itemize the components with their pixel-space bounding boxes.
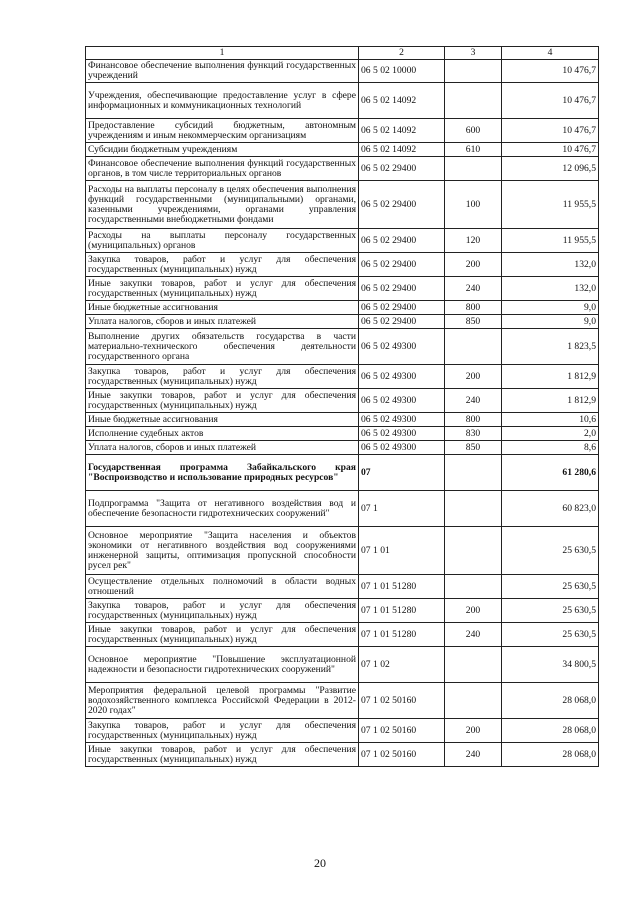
- row-amount: 34 800,5: [502, 647, 599, 683]
- row-code: 07 1: [359, 491, 445, 527]
- row-expense-type: 100: [445, 181, 502, 229]
- row-code: 06 5 02 10000: [359, 60, 445, 83]
- table-row: [86, 157, 599, 181]
- row-expense-type: [445, 491, 502, 527]
- table-row: [86, 83, 599, 119]
- table-row: [86, 647, 599, 683]
- row-name: Иные бюджетные ассигнования: [86, 301, 359, 315]
- row-name: Уплата налогов, сборов и иных платежей: [86, 315, 359, 329]
- table-row: [86, 143, 599, 157]
- table-row: [86, 441, 599, 455]
- table-row: [86, 119, 599, 143]
- table-row: [86, 527, 599, 575]
- table-row: [86, 719, 599, 743]
- row-expense-type: [445, 60, 502, 83]
- row-expense-type: [445, 157, 502, 181]
- row-code: 07: [359, 455, 445, 491]
- row-name: Мероприятия федеральной целевой программы "Развитие водохозяйственного комплекса Российской Федерации в 2012-2020 годах": [86, 683, 359, 719]
- table-row: [86, 413, 599, 427]
- row-amount: 12 096,5: [502, 157, 599, 181]
- row-name: Расходы на выплаты персоналу в целях обеспечения выполнения функций государственными (муниципальными) органами, казенными учреждениями, органами управления государственными внебюджетными фондами: [86, 181, 359, 229]
- row-amount: 1 823,5: [502, 329, 599, 365]
- table-header-row: [86, 47, 599, 60]
- row-amount: 9,0: [502, 301, 599, 315]
- row-expense-type: 240: [445, 623, 502, 647]
- row-expense-type: 200: [445, 719, 502, 743]
- row-expense-type: 200: [445, 599, 502, 623]
- row-amount: 10,6: [502, 413, 599, 427]
- table-row: [86, 329, 599, 365]
- header-col-4: 4: [502, 47, 599, 60]
- row-expense-type: [445, 455, 502, 491]
- row-code: 06 5 02 29400: [359, 157, 445, 181]
- row-name: Закупка товаров, работ и услуг для обеспечения государственных (муниципальных) нужд: [86, 719, 359, 743]
- table-row: [86, 623, 599, 647]
- row-amount: 25 630,5: [502, 575, 599, 599]
- table-row: [86, 575, 599, 599]
- row-name: Закупка товаров, работ и услуг для обеспечения государственных (муниципальных) нужд: [86, 599, 359, 623]
- row-expense-type: [445, 527, 502, 575]
- row-code: 06 5 02 49300: [359, 427, 445, 441]
- row-expense-type: 200: [445, 253, 502, 277]
- row-name: Иные закупки товаров, работ и услуг для обеспечения государственных (муниципальных) нужд: [86, 623, 359, 647]
- row-name: Закупка товаров, работ и услуг для обеспечения государственных (муниципальных) нужд: [86, 253, 359, 277]
- table-row: [86, 743, 599, 767]
- row-amount: 8,6: [502, 441, 599, 455]
- row-code: 07 1 02 50160: [359, 683, 445, 719]
- table-row: [86, 315, 599, 329]
- table-row: [86, 277, 599, 301]
- row-amount: 1 812,9: [502, 365, 599, 389]
- row-amount: 1 812,9: [502, 389, 599, 413]
- row-code: 06 5 02 49300: [359, 413, 445, 427]
- header-col-3: 3: [445, 47, 502, 60]
- row-amount: 10 476,7: [502, 83, 599, 119]
- row-code: 06 5 02 49300: [359, 441, 445, 455]
- table-row: [86, 599, 599, 623]
- row-name: Исполнение судебных актов: [86, 427, 359, 441]
- table-row: [86, 389, 599, 413]
- row-expense-type: 850: [445, 441, 502, 455]
- header-col-1: 1: [86, 47, 359, 60]
- row-amount: 11 955,5: [502, 181, 599, 229]
- row-amount: 25 630,5: [502, 527, 599, 575]
- table-row: [86, 455, 599, 491]
- row-name: Государственная программа Забайкальского края "Воспроизводство и использование природных ресурсов": [86, 455, 359, 491]
- row-expense-type: 240: [445, 277, 502, 301]
- row-expense-type: [445, 83, 502, 119]
- row-name: Подпрограмма "Защита от негативного воздействия вод и обеспечение безопасности гидротехнических сооружений": [86, 491, 359, 527]
- row-name: Финансовое обеспечение выполнения функций государственных учреждений: [86, 60, 359, 83]
- row-name: Основное мероприятие "Защита населения и объектов экономики от негативного воздействия вод сооружениями инженерной защиты, оптимизация пропускной способности русел рек": [86, 527, 359, 575]
- row-expense-type: 600: [445, 119, 502, 143]
- row-expense-type: 850: [445, 315, 502, 329]
- row-expense-type: 240: [445, 743, 502, 767]
- table-row: [86, 683, 599, 719]
- row-amount: 61 280,6: [502, 455, 599, 491]
- row-amount: 25 630,5: [502, 623, 599, 647]
- table-row: [86, 229, 599, 253]
- row-code: 06 5 02 49300: [359, 389, 445, 413]
- row-code: 07 1 01: [359, 527, 445, 575]
- row-name: Иные закупки товаров, работ и услуг для обеспечения государственных (муниципальных) нужд: [86, 277, 359, 301]
- row-amount: 10 476,7: [502, 143, 599, 157]
- row-name: Предоставление субсидий бюджетным, автономным учреждениям и иным некоммерческим организациям: [86, 119, 359, 143]
- row-amount: 28 068,0: [502, 683, 599, 719]
- row-name: Иные бюджетные ассигнования: [86, 413, 359, 427]
- row-code: 06 5 02 14092: [359, 119, 445, 143]
- row-amount: 10 476,7: [502, 60, 599, 83]
- table-row: [86, 427, 599, 441]
- row-code: 06 5 02 49300: [359, 365, 445, 389]
- row-expense-type: [445, 575, 502, 599]
- row-expense-type: 830: [445, 427, 502, 441]
- table-row: [86, 491, 599, 527]
- row-code: 06 5 02 14092: [359, 143, 445, 157]
- row-name: Иные закупки товаров, работ и услуг для обеспечения государственных (муниципальных) нужд: [86, 389, 359, 413]
- row-amount: 132,0: [502, 253, 599, 277]
- row-amount: 2,0: [502, 427, 599, 441]
- row-name: Осуществление отдельных полномочий в области водных отношений: [86, 575, 359, 599]
- table-row: [86, 365, 599, 389]
- table-row: [86, 253, 599, 277]
- row-amount: 10 476,7: [502, 119, 599, 143]
- row-code: 06 5 02 29400: [359, 253, 445, 277]
- row-amount: 60 823,0: [502, 491, 599, 527]
- row-amount: 25 630,5: [502, 599, 599, 623]
- row-expense-type: 800: [445, 413, 502, 427]
- row-code: 06 5 02 14092: [359, 83, 445, 119]
- row-amount: 11 955,5: [502, 229, 599, 253]
- row-code: 07 1 02 50160: [359, 743, 445, 767]
- row-expense-type: 800: [445, 301, 502, 315]
- row-code: 07 1 02: [359, 647, 445, 683]
- row-expense-type: [445, 329, 502, 365]
- row-code: 07 1 01 51280: [359, 575, 445, 599]
- row-name: Учреждения, обеспечивающие предоставление услуг в сфере информационных и коммуникационных технологий: [86, 83, 359, 119]
- row-name: Расходы на выплаты персоналу государственных (муниципальных) органов: [86, 229, 359, 253]
- table-row: [86, 181, 599, 229]
- row-amount: 28 068,0: [502, 719, 599, 743]
- row-amount: 132,0: [502, 277, 599, 301]
- row-code: 06 5 02 29400: [359, 301, 445, 315]
- header-col-2: 2: [359, 47, 445, 60]
- page-number: 20: [314, 856, 326, 870]
- budget-table: [85, 46, 599, 767]
- table-row: [86, 60, 599, 83]
- row-amount: 28 068,0: [502, 743, 599, 767]
- row-name: Субсидии бюджетным учреждениям: [86, 143, 359, 157]
- row-name: Закупка товаров, работ и услуг для обеспечения государственных (муниципальных) нужд: [86, 365, 359, 389]
- row-code: 07 1 01 51280: [359, 599, 445, 623]
- row-code: 06 5 02 29400: [359, 229, 445, 253]
- row-expense-type: 200: [445, 365, 502, 389]
- row-expense-type: [445, 683, 502, 719]
- row-expense-type: [445, 647, 502, 683]
- row-name: Иные закупки товаров, работ и услуг для обеспечения государственных (муниципальных) нужд: [86, 743, 359, 767]
- row-name: Финансовое обеспечение выполнения функций государственных органов, в том числе территориальных органов: [86, 157, 359, 181]
- row-name: Основное мероприятие "Повышение эксплуатационной надежности и безопасности гидротехнических сооружений": [86, 647, 359, 683]
- table-row: [86, 301, 599, 315]
- row-expense-type: 240: [445, 389, 502, 413]
- row-code: 06 5 02 49300: [359, 329, 445, 365]
- row-code: 06 5 02 29400: [359, 181, 445, 229]
- row-code: 07 1 01 51280: [359, 623, 445, 647]
- row-expense-type: 610: [445, 143, 502, 157]
- row-amount: 9,0: [502, 315, 599, 329]
- row-code: 07 1 02 50160: [359, 719, 445, 743]
- row-expense-type: 120: [445, 229, 502, 253]
- row-name: Выполнение других обязательств государства в части материально-технического обеспечения деятельности государственного органа: [86, 329, 359, 365]
- row-code: 06 5 02 29400: [359, 315, 445, 329]
- row-code: 06 5 02 29400: [359, 277, 445, 301]
- row-name: Уплата налогов, сборов и иных платежей: [86, 441, 359, 455]
